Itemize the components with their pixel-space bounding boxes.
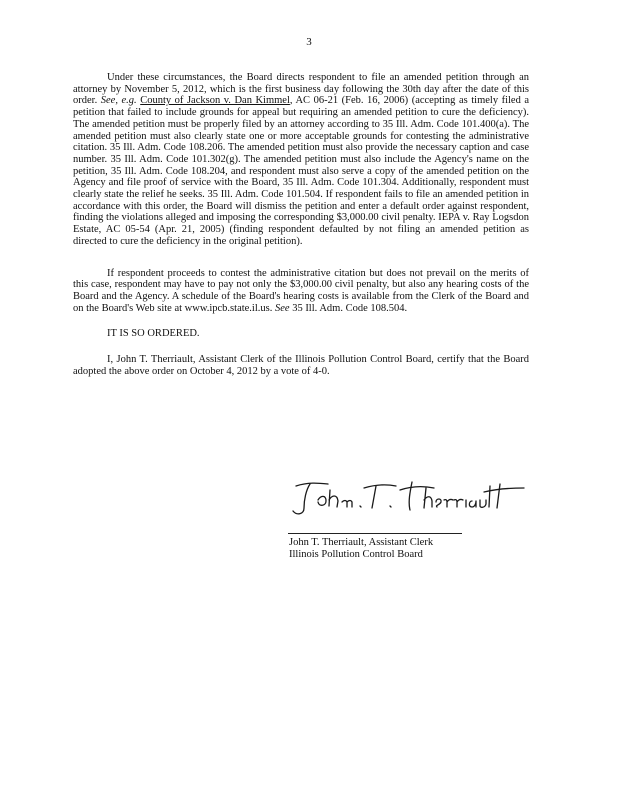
signature-line: [288, 533, 462, 534]
handwritten-signature: [288, 478, 528, 518]
paragraph-text: 35 Ill. Adm. Code 108.504.: [292, 302, 408, 314]
page-number: 3: [306, 36, 312, 48]
certification-paragraph: I, John T. Therriault, Assistant Clerk of the Illinois Pollution Control Board, certify that the Board adopted the above order on October 4, 2012 by a vote of 4-0.: [73, 354, 529, 377]
citation-signal-eg: e.g.: [121, 95, 137, 107]
order-body: [73, 72, 529, 397]
signer-organization: Illinois Pollution Control Board: [289, 549, 423, 560]
paragraph-text: Under these circumstances, the Board directs respondent to file an amended petition through an attorney by November 5, 2012, which is the first business day following the 30th day after the date of this order.: [73, 72, 529, 107]
so-ordered-line: IT IS SO ORDERED.: [107, 328, 200, 340]
signer-name-title: John T. Therriault, Assistant Clerk: [289, 537, 434, 548]
paragraph-text: , AC 06-21 (Feb. 16, 2006) (accepting as timely filed a petition that failed to include grounds for appeal but requiring an amended petition to cure the deficiency). The amended petition must be properly filed by an attorney according to 35 Ill. Adm. Code 101.400(a). The amended petition must also clearly state one or more acceptable grounds for contesting the administrative citation. 35 Ill. Adm. Code 108.206. The amended petition must also provide the necessary caption and case number. 35 Ill. Adm. Code 101.302(g). The amended petition must also include the Agency's name on the petition, 35 Ill. Adm. Code 108.204, and respondent must also serve a copy of the amended petition on the Agency and file proof of service with the Board, 35 Ill. Adm. Code 101.304. Additionally, respondent must clearly state the relief he seeks. 35 Ill. Adm. Code 101.504. If respondent fails to file an amended petition in accordance with this order, the Board will dismiss the petition and enter a default order against respondent, finding the violations alleged and imposing the corresponding $3,000.00 civil penalty. IEPA v. Ray Logsdon Estate, AC 05-54 (Apr. 21, 2005) (finding respondent defaulted by not filing an amended petition as directed to cure the deficiency in the original petition).: [73, 95, 530, 247]
paragraph-text: If respondent proceeds to contest the administrative citation but does not prevail on the merits of this case, respondent may have to pay not only the $3,000.00 civil penalty, but also any hearing costs of the Board and the Agency. A schedule of the Board's hearing costs is available from the Clerk of the Board and on the Board's Web site at www.ipcb.state.il.us.: [73, 267, 529, 314]
hearing-costs-paragraph: [73, 268, 529, 315]
citation-signal-see: See: [274, 302, 290, 314]
signer-block: [289, 537, 433, 561]
citation-signal-see: See,: [100, 95, 118, 107]
amended-petition-paragraph: [73, 72, 529, 248]
case-name-jackson-kimmel: County of Jackson v. Dan Kimmel: [140, 95, 290, 107]
